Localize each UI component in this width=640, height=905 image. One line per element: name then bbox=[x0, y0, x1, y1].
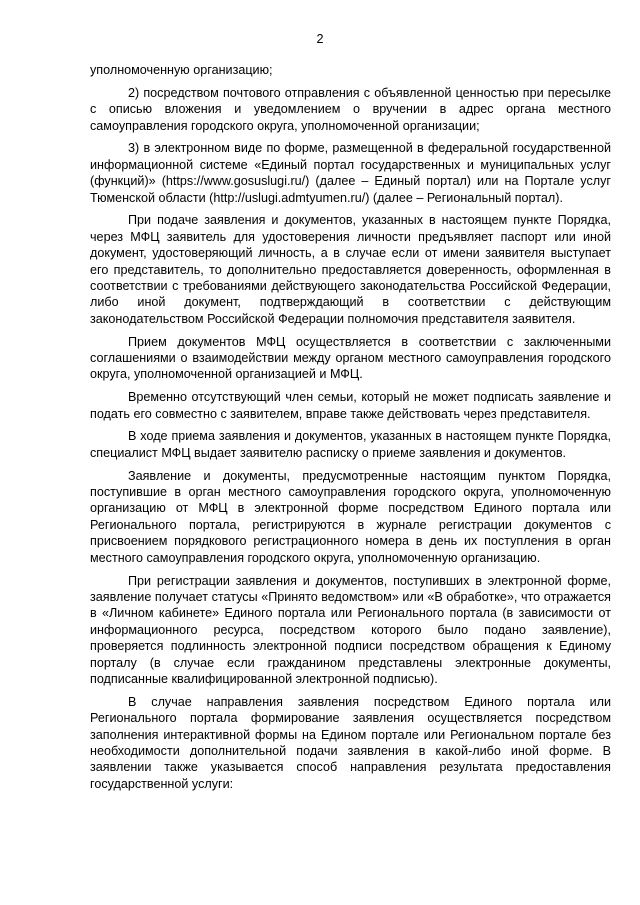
paragraph-continuation: уполномоченную организацию; bbox=[90, 63, 273, 77]
paragraph-receipt: В ходе приема заявления и документов, указанных в настоящем пункте Порядка, специалист МФЦ выдает заявителю расписку о приеме заявления и документов. bbox=[90, 429, 611, 460]
paragraph-electronic-status: При регистрации заявления и документов, поступивших в электронной форме, заявление получает статусы «Принято ведомством» или «В обработке», что отражается в «Личном кабинете» Единого портала или Регионального портала (в зависимости от информационного ресурса, посредством которого было подано заявление), проверяется подлинность электронной подписи посредством обращения к Единому порталу (в случае если гражданином представлены электронные документы, подписанные квалифицированной электронной подписью). bbox=[90, 573, 611, 686]
paragraph-portal-submission: В случае направления заявления посредством Единого портала или Регионального портала формирование заявления осуществляется посредством заполнения интерактивной формы на Едином портале или Региональном портале без необходимости дополнительной подачи заявления в какой-либо иной форме. В заявлении также указывается способ направления результата предоставления государственной услуги: bbox=[90, 694, 611, 791]
paragraph-absent-family-member: Временно отсутствующий член семьи, который не может подписать заявление и подать его совместно с заявителем, вправе также действовать через представителя. bbox=[90, 390, 611, 421]
paragraph-mfc-submission: При подаче заявления и документов, указанных в настоящем пункте Порядка, через МФЦ заявитель для удостоверения личности предъявляет паспорт или иной документ, удостоверяющий личность, а в случае если от имени заявителя выступает его представитель, то дополнительно предоставляется доверенность, оформленная в соответствии с требованиями действующего законодательства Российской Федерации, либо иной документ, подтверждающий в соответствии с действующим законодательством Российской Федерации полномочия представителя заявителя. bbox=[90, 213, 611, 326]
page-number: 2 bbox=[316, 32, 324, 46]
document-body bbox=[90, 62, 611, 792]
paragraph-item-2-postal: 2) посредством почтового отправления с объявленной ценностью при пересылке с описью вложения и уведомлением о вручении в адрес органа местного самоуправления городского округа, уполномоченной организации; bbox=[90, 85, 611, 133]
paragraph-registration: Заявление и документы, предусмотренные настоящим пунктом Порядка, поступившие в орган местного самоуправления городского округа, уполномоченную организацию от МФЦ в электронной форме посредством Единого портала или Регионального портала, регистрируются в журнале регистрации документов с присвоением порядкового регистрационного номера в день их поступления в орган местного самоуправления городского округа, уполномоченную организацию. bbox=[90, 468, 611, 565]
paragraph-mfc-reception: Прием документов МФЦ осуществляется в соответствии с заключенными соглашениями о взаимодействии между органом местного самоуправления городского округа, уполномоченной организацией и МФЦ. bbox=[90, 334, 611, 382]
paragraph-item-3-electronic: 3) в электронном виде по форме, размещенной в федеральной государственной информационной системе «Единый портал государственных и муниципальных услуг (функций)» (https://www.gosuslugi.ru/) (далее – Единый портал) или на Портале услуг Тюменской области (http://uslugi.admtyumen.ru/) (далее – Региональный портал). bbox=[90, 141, 611, 205]
